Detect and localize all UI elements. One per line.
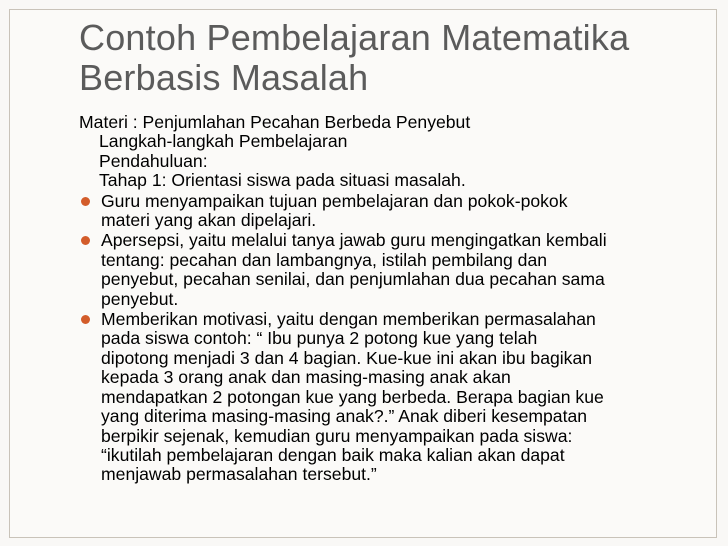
bullet-line: kepada 3 orang anak dan masing-masing anak akan: [101, 367, 511, 388]
langkah-line: Langkah-langkah Pembelajaran: [99, 131, 348, 152]
bullet-item: [79, 192, 699, 231]
tahap-line: Tahap 1: Orientasi siswa pada situasi masalah.: [99, 170, 466, 191]
bullet-line: mendapatkan 2 potongan kue yang berbeda. Berapa bagian kue: [101, 386, 604, 407]
slide-content: [79, 113, 699, 485]
bullet-line: Apersepsi, yaitu melalui tanya jawab guru mengingatkan kembali: [101, 230, 607, 251]
bullet-line: dipotong menjadi 3 dan 4 bagian. Kue-kue ini akan ibu bagikan: [101, 347, 593, 368]
bullet-line: penyebut.: [101, 288, 179, 309]
bullet-dot-icon: [81, 197, 90, 206]
bullet-line: pada siswa contoh: “ Ibu punya 2 potong kue yang telah: [101, 328, 538, 349]
bullet-line: menjawab permasalahan tersebut.”: [101, 464, 377, 485]
bullet-line: Guru menyampaikan tujuan pembelajaran dan pokok-pokok: [101, 190, 568, 211]
bullet-line: berpikir sejenak, kemudian guru menyampaikan pada siswa:: [101, 425, 573, 446]
pendahuluan-line: Pendahuluan:: [99, 150, 208, 171]
bullet-item: [79, 231, 699, 309]
bullet-line: materi yang akan dipelajari.: [101, 210, 317, 231]
materi-line: Materi : Penjumlahan Pecahan Berbeda Penyebut: [79, 112, 471, 132]
title-line: Berbasis Masalah: [79, 57, 369, 98]
bullet-item: [79, 310, 699, 485]
slide-title: [79, 18, 709, 98]
title-line: Contoh Pembelajaran Matematika: [79, 17, 630, 58]
bullet-line: tentang: pecahan dan lambangnya, istilah pembilang dan: [101, 249, 548, 270]
bullet-dot-icon: [81, 315, 90, 324]
bullet-line: Memberikan motivasi, yaitu dengan memberikan permasalahan: [101, 309, 596, 330]
bullet-line: penyebut, pecahan senilai, dan penjumlahan dua pecahan sama: [101, 269, 605, 290]
bullet-line: “ikutilah pembelajaran dengan baik maka kalian akan dapat: [101, 444, 565, 465]
bullet-line: yang diterima masing-masing anak?.” Anak diberi kesempatan: [101, 406, 588, 427]
bullet-dot-icon: [81, 236, 90, 245]
